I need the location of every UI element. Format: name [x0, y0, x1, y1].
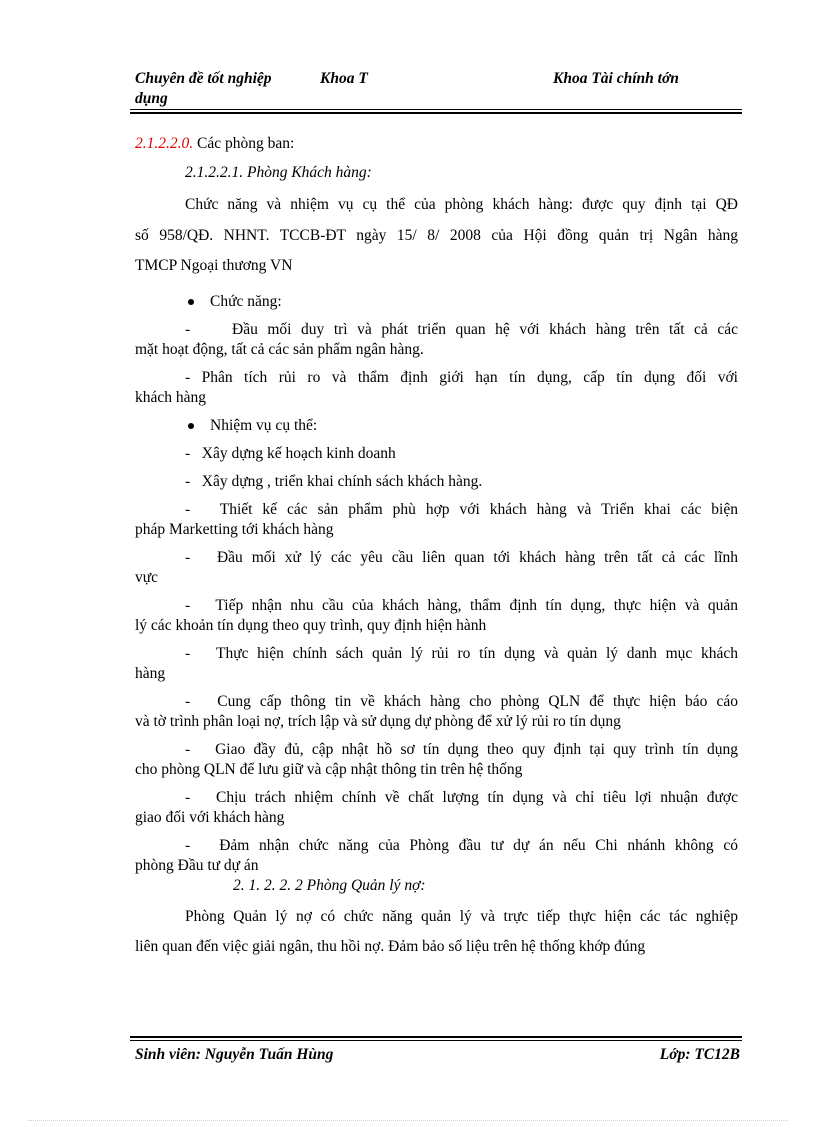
header-rule-thin [130, 109, 742, 110]
header-wrap-text: dụng [135, 90, 168, 107]
task-6-line-2: hàng [135, 665, 166, 682]
task-3-line-1: - Thiết kế các sản phẩm phù hợp với khách hàng và Triển khai các biện [185, 501, 738, 518]
section-title: Các phòng ban: [197, 135, 295, 152]
header-right-text: Khoa Tài chính tớn [553, 70, 679, 87]
footer-rule-thick [130, 1036, 742, 1038]
function-1-line-2: mặt hoạt động, tất cả các sản phẩm ngân hàng. [135, 341, 424, 358]
footer-rule-thin [130, 1040, 742, 1041]
header-rule-thick [130, 112, 742, 114]
task-2: - Xây dựng , triển khai chính sách khách hàng. [185, 473, 483, 490]
bullet-dot [188, 423, 194, 429]
section-heading [135, 134, 294, 154]
task-4-line-2: vực [135, 569, 159, 586]
task-5-line-2: lý các khoản tín dụng theo quy trình, quy định hiện hành [135, 617, 487, 634]
subsection-heading-customer: 2.1.2.2.1. Phòng Khách hàng: [185, 164, 372, 181]
intro-line-2: số 958/QĐ. NHNT. TCCB-ĐT ngày 15/ 8/ 2008 của Hội đồng quản trị Ngân hàng [135, 227, 738, 244]
task-5-line-1: - Tiếp nhận nhu cầu của khách hàng, thẩm định tín dụng, thực hiện và quản [185, 597, 738, 614]
task-1: - Xây dựng kế hoạch kinh doanh [185, 445, 396, 462]
debt-paragraph-line-2: liên quan đến việc giải ngân, thu hồi nợ. Đảm bảo số liệu trên hệ thống khớp đúng [135, 938, 646, 955]
intro-line-1: Chức năng và nhiệm vụ cụ thể của phòng khách hàng: được quy định tại QĐ [185, 196, 738, 213]
function-1-dash: - [185, 321, 191, 338]
task-10-line-1: - Đảm nhận chức năng của Phòng đầu tư dự án nếu Chi nhánh không có [185, 837, 738, 854]
function-2-line-1: - Phân tích rủi ro và thẩm định giới hạn tín dụng, cấp tín dụng đối với [185, 369, 738, 386]
task-10-line-2: phòng Đầu tư dự án [135, 857, 259, 874]
bullet-tasks: Nhiệm vụ cụ thể: [210, 417, 318, 434]
page-edge-divider [28, 1120, 788, 1121]
task-3-line-2: pháp Marketting tới khách hàng [135, 521, 334, 538]
footer-student: Sinh viên: Nguyễn Tuấn Hùng [135, 1046, 334, 1063]
bullet-dot [188, 299, 194, 305]
task-9-line-1: - Chịu trách nhiệm chính về chất lượng tín dụng và chỉ tiêu lợi nhuận được [185, 789, 738, 806]
header-middle-text: Khoa T [320, 70, 368, 87]
function-2-line-2: khách hàng [135, 389, 207, 406]
task-7-line-1: - Cung cấp thông tin về khách hàng cho phòng QLN để thực hiện báo cáo [185, 693, 738, 710]
function-1-line-1: Đầu mối duy trì và phát triển quan hệ với khách hàng trên tất cả các [232, 321, 738, 338]
subsection-heading-debt: 2. 1. 2. 2. 2 Phòng Quản lý nợ: [233, 877, 426, 894]
header-left-text: Chuyên đề tốt nghiệp [135, 70, 272, 87]
task-9-line-2: giao đối với khách hàng [135, 809, 285, 826]
task-7-line-2: và tờ trình phân loại nợ, trích lập và sử dụng dự phòng để xử lý rủi ro tín dụng [135, 713, 621, 730]
footer-class: Lớp: TC12B [659, 1046, 740, 1063]
task-8-line-1: - Giao đầy đủ, cập nhật hồ sơ tín dụng theo quy định tại quy trình tín dụng [185, 741, 738, 758]
intro-line-3: TMCP Ngoại thương VN [135, 257, 293, 274]
task-8-line-2: cho phòng QLN để lưu giữ và cập nhật thông tin trên hệ thống [135, 761, 523, 778]
section-number: 2.1.2.2.0. [135, 135, 194, 152]
debt-paragraph-line-1: Phòng Quản lý nợ có chức năng quản lý và trực tiếp thực hiện các tác nghiệp [185, 908, 738, 925]
bullet-functions: Chức năng: [210, 293, 282, 310]
task-4-line-1: - Đầu mối xử lý các yêu cầu liên quan tới khách hàng trên tất cả các lĩnh [185, 549, 738, 566]
task-6-line-1: - Thực hiện chính sách quản lý rủi ro tín dụng và quản lý danh mục khách [185, 645, 738, 662]
